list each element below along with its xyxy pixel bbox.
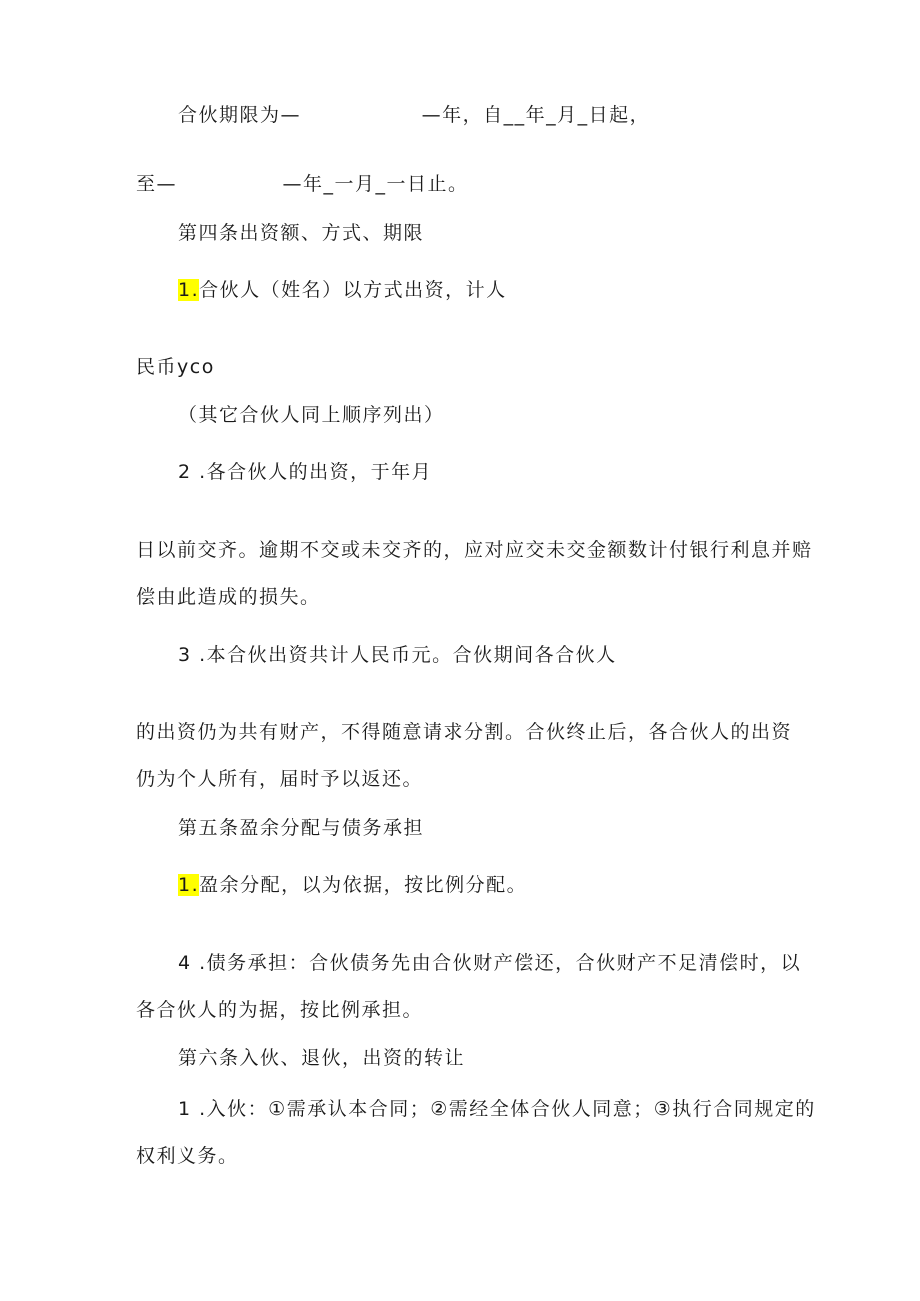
text-line-term-period: 合伙期限为— —年，自__年_月_日起， — [178, 104, 651, 126]
text-line-rights: 权利义务。 — [136, 1145, 239, 1167]
highlighted-number: 1. — [178, 874, 200, 896]
text-line-admission: 1 .入伙：①需承认本合同；②需经全体合伙人同意；③执行合同规定的 — [178, 1098, 816, 1120]
text-line-other-partners: （其它合伙人同上顺序列出） — [178, 404, 445, 426]
text-line-debt: 4 .债务承担：合伙债务先由合伙财产偿还，合伙财产不足清偿时，以 — [178, 952, 802, 974]
text-segment: 合伙人（姓名）以方式出资，计人 — [199, 279, 507, 301]
text-line-deadline: 日以前交齐。逾期不交或未交齐的，应对应交未交金额数计付银行利息并赔 — [136, 539, 813, 561]
text-line-debt-cont: 各合伙人的为据，按比例承担。 — [136, 999, 424, 1021]
text-line-contribution-1 — [178, 278, 507, 302]
text-line-currency: 民币yco — [136, 356, 215, 378]
text-line-contribution-2: 2 .各合伙人的出资，于年月 — [178, 461, 433, 483]
text-line-contribution-3: 3 .本合伙出资共计人民币元。合伙期间各合伙人 — [178, 644, 617, 666]
text-line-common-property: 的出资仍为共有财产，不得随意请求分割。合伙终止后，各合伙人的出资 — [136, 721, 793, 743]
article-four-heading: 第四条出资额、方式、期限 — [178, 222, 425, 244]
highlighted-number: 1. — [178, 279, 200, 301]
text-line-term-until: 至— —年_一月_一日止。 — [136, 173, 469, 195]
article-five-heading: 第五条盈余分配与债务承担 — [178, 817, 425, 839]
text-line-loss: 偿由此造成的损失。 — [136, 586, 321, 608]
text-line-return: 仍为个人所有，届时予以返还。 — [136, 768, 424, 790]
article-six-heading: 第六条入伙、退伙，出资的转让 — [178, 1047, 466, 1069]
text-segment: 盈余分配，以为依据，按比例分配。 — [199, 874, 528, 896]
text-line-profit-1 — [178, 873, 527, 897]
